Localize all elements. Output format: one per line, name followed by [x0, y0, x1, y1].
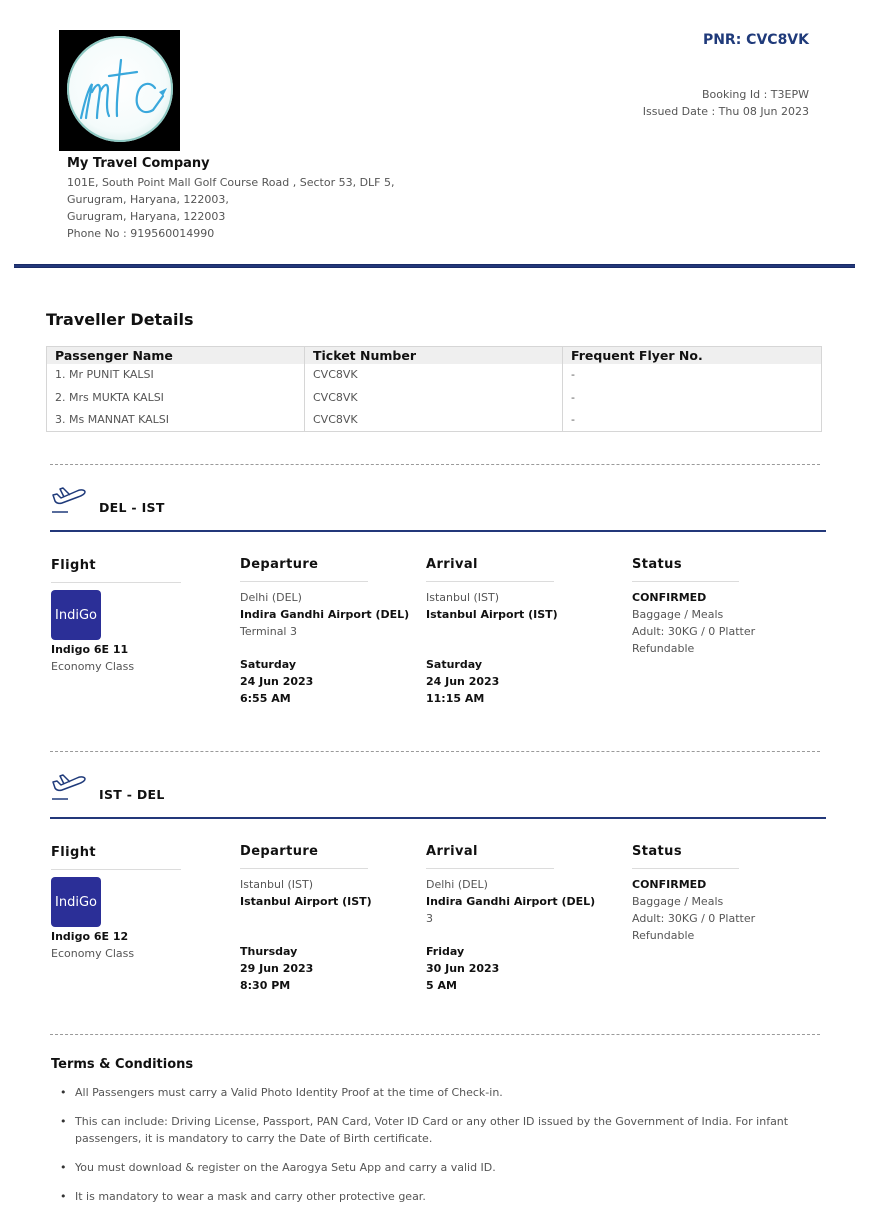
terms-section: [51, 1057, 821, 1217]
table-row: [47, 386, 822, 409]
flight-header: Flight: [51, 557, 181, 583]
company-info: [67, 156, 395, 242]
company-address-line-2: Gurugram, Haryana, 122003,: [67, 193, 229, 206]
table-row: [47, 409, 822, 432]
departure-city: Delhi (DEL): [240, 591, 302, 604]
booking-id: Booking Id : T3EPW: [702, 88, 809, 101]
company-name: My Travel Company: [67, 156, 210, 171]
flight-column: [51, 844, 181, 962]
segment-header: [50, 486, 826, 526]
arrival-date: 30 Jun 2023: [426, 962, 500, 975]
terms-item: • It is mandatory to wear a mask and carry other protective gear.: [51, 1188, 821, 1205]
ticket-number: CVC8VK: [305, 364, 563, 387]
status-column: [632, 556, 756, 657]
company-logo: [59, 30, 180, 151]
departure-date: 24 Jun 2023: [240, 675, 314, 688]
departure-column: [240, 843, 372, 994]
cabin-class: Economy Class: [51, 660, 135, 673]
status-badge: CONFIRMED: [632, 878, 707, 891]
terms-title: Terms & Conditions: [51, 1057, 194, 1072]
mtc-logo-icon: [59, 30, 180, 151]
frequent-flyer-no: -: [571, 413, 575, 426]
cabin-class: Economy Class: [51, 947, 135, 960]
pnr-label: PNR: CVC8VK: [702, 32, 809, 48]
terms-list: [51, 1084, 821, 1205]
dashed-divider: [50, 1034, 820, 1035]
booking-meta: [643, 86, 809, 120]
segment-divider: [50, 530, 826, 532]
ticket-number: CVC8VK: [305, 386, 563, 409]
passenger-name: 3. Ms MANNAT KALSI: [47, 409, 305, 432]
arrival-terminal: 3: [426, 912, 433, 925]
issued-date: Issued Date : Thu 08 Jun 2023: [642, 105, 809, 118]
ticket-number: CVC8VK: [305, 409, 563, 432]
indigo-logo-icon: IndiGo: [51, 877, 101, 927]
status-badge: CONFIRMED: [632, 591, 707, 604]
refund-status: Refundable: [632, 929, 695, 942]
refund-status: Refundable: [632, 642, 695, 655]
flight-header: Flight: [51, 844, 181, 870]
company-address-line-3: Gurugram, Haryana, 122003: [67, 210, 226, 223]
arrival-column: [426, 843, 596, 994]
arrival-day: Friday: [426, 945, 465, 958]
arrival-column: [426, 556, 558, 707]
arrival-airport: Indira Gandhi Airport (DEL): [426, 895, 596, 908]
departure-day: Saturday: [240, 658, 296, 671]
departure-header: Departure: [240, 843, 368, 869]
departure-header: Departure: [240, 556, 368, 582]
baggage-allowance: Adult: 30KG / 0 Platter: [632, 625, 756, 638]
arrival-terminal: [426, 623, 554, 640]
departure-terminal: [240, 910, 368, 927]
segment-route: DEL - IST: [99, 500, 165, 515]
airplane-takeoff-icon: [50, 773, 90, 807]
arrival-date: 24 Jun 2023: [426, 675, 500, 688]
departure-airport: Istanbul Airport (IST): [240, 895, 372, 908]
header-divider: [14, 264, 855, 268]
departure-terminal: Terminal 3: [240, 625, 297, 638]
baggage-allowance: Adult: 30KG / 0 Platter: [632, 912, 756, 925]
departure-day: Thursday: [240, 945, 298, 958]
table-row: [47, 364, 822, 387]
terms-item: • This can include: Driving License, Passport, PAN Card, Voter ID Card or any other ID issued by the Government of India. For infant passengers, it is mandatory to carry the Date of Birth certificate.: [51, 1113, 821, 1147]
baggage-label: Baggage / Meals: [632, 608, 724, 621]
terms-item: • You must download & register on the Aarogya Setu App and carry a valid ID.: [51, 1159, 821, 1176]
dashed-divider: [50, 464, 820, 465]
frequent-flyer-no: -: [571, 390, 575, 404]
terms-item: • All Passengers must carry a Valid Photo Identity Proof at the time of Check-in.: [51, 1084, 821, 1101]
traveller-table: [46, 346, 822, 432]
arrival-city: Istanbul (IST): [426, 591, 500, 604]
arrival-city: Delhi (DEL): [426, 878, 488, 891]
baggage-label: Baggage / Meals: [632, 895, 724, 908]
departure-city: Istanbul (IST): [240, 878, 314, 891]
departure-airport: Indira Gandhi Airport (DEL): [240, 608, 410, 621]
status-header: Status: [632, 843, 739, 869]
flight-number: Indigo 6E 12: [51, 930, 129, 943]
departure-date: 29 Jun 2023: [240, 962, 314, 975]
traveller-details-title: Traveller Details: [46, 310, 194, 329]
departure-time: 6:55 AM: [240, 692, 291, 705]
company-phone: Phone No : 919560014990: [67, 227, 215, 240]
indigo-logo-icon: IndiGo: [51, 590, 101, 640]
arrival-airport: Istanbul Airport (IST): [426, 608, 558, 621]
flight-number: Indigo 6E 11: [51, 643, 129, 656]
column-header-passenger: Passenger Name: [47, 347, 305, 364]
company-address-line-1: 101E, South Point Mall Golf Course Road , Sector 53, DLF 5,: [67, 176, 395, 189]
column-header-ffn: Frequent Flyer No.: [563, 347, 822, 364]
departure-time: 8:30 PM: [240, 979, 291, 992]
arrival-time: 11:15 AM: [426, 692, 485, 705]
passenger-name: 2. Mrs MUKTA KALSI: [47, 386, 305, 409]
dashed-divider: [50, 751, 820, 752]
departure-column: [240, 556, 410, 707]
segment-header: [50, 773, 826, 813]
airplane-takeoff-icon: [50, 486, 90, 520]
segment-divider: [50, 817, 826, 819]
arrival-header: Arrival: [426, 843, 554, 869]
arrival-day: Saturday: [426, 658, 482, 671]
arrival-time: 5 AM: [426, 979, 457, 992]
flight-column: [51, 557, 181, 675]
segment-route: IST - DEL: [99, 787, 165, 802]
passenger-name: 1. Mr PUNIT KALSI: [47, 364, 305, 387]
frequent-flyer-no: -: [571, 368, 575, 382]
table-header-row: [47, 347, 822, 364]
status-header: Status: [632, 556, 739, 582]
column-header-ticket: Ticket Number: [305, 347, 563, 364]
arrival-header: Arrival: [426, 556, 554, 582]
status-column: [632, 843, 756, 944]
